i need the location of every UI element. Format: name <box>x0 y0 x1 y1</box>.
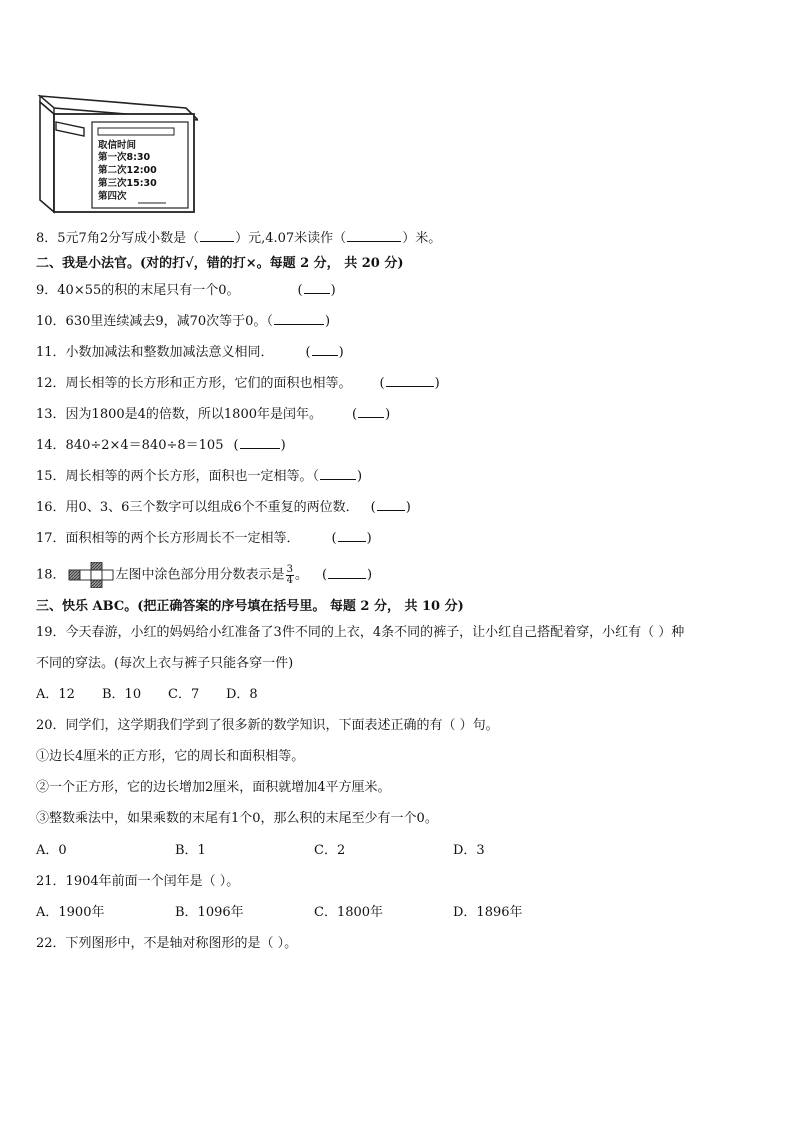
fraction-denominator: 4 <box>286 574 293 586</box>
answer-blank[interactable] <box>347 229 401 242</box>
option-c[interactable]: C．1800年 <box>314 905 384 920</box>
fraction <box>286 565 294 586</box>
question-text: 5元7角2分写成小数是（ <box>57 231 200 246</box>
question-text: 10．630里连续减去9，减70次等于0。（ <box>36 314 273 329</box>
option-a[interactable]: A．12 <box>36 687 75 702</box>
question-number: 18． <box>36 567 66 583</box>
option-c[interactable]: C．7 <box>168 687 200 702</box>
option-d[interactable]: D．8 <box>226 687 258 702</box>
option-b[interactable]: B．1096年 <box>175 905 244 920</box>
question-number: 8． <box>36 231 58 246</box>
question-text: 12．周长相等的长方形和正方形，它们的面积也相等。 <box>36 376 352 391</box>
question-text: 9．40×55的积的末尾只有一个0。 <box>36 283 240 298</box>
question-18: 18． 左图中涂色部分用分数表示是 $\frac{3}{4}$ 。 ( ) <box>36 562 372 589</box>
question-text: 15．周长相等的两个长方形，面积也一定相等。（ <box>36 469 320 484</box>
question-16: 16．用0、3、6三个数字可以组成6个不重复的两位数． ( ) <box>36 500 411 515</box>
mailbox-row: 第三次15:30 <box>98 178 157 189</box>
question-text: 左图中涂色部分用分数表示是 <box>115 567 285 583</box>
question-19-line2: 不同的穿法。(每次上衣与裤子只能各穿一件) <box>36 656 294 671</box>
option-b[interactable]: B．10 <box>102 687 142 702</box>
question-21-stem: 21．1904年前面一个闰年是（ ）。 <box>36 874 240 889</box>
question-22-stem: 22．下列图形中，不是轴对称图形的是（ ）。 <box>36 936 298 951</box>
option-c[interactable]: C．2 <box>314 843 346 858</box>
fraction-numerator: 3 <box>286 563 293 575</box>
answer-blank[interactable] <box>274 312 324 325</box>
answer-blank[interactable] <box>200 229 234 242</box>
mailbox-row: 第四次 <box>98 191 127 202</box>
mailbox-row: 第一次8:30 <box>98 152 151 163</box>
question-text: 16．用0、3、6三个数字可以组成6个不重复的两位数． <box>36 500 359 515</box>
question-20-options <box>36 842 485 860</box>
answer-blank[interactable] <box>358 405 384 418</box>
answer-blank[interactable] <box>386 374 434 387</box>
option-d[interactable]: D．1896年 <box>453 905 523 920</box>
question-10: 10．630里连续减去9，减70次等于0。（ ) <box>36 314 331 329</box>
answer-blank[interactable] <box>304 281 330 294</box>
shaded-grid-figure <box>68 562 114 588</box>
question-text: 14．840÷2×4＝840÷8＝105 <box>36 438 224 453</box>
question-text: 。 <box>294 567 308 583</box>
question-text: 13．因为1800是4的倍数，所以1800年是闰年。 <box>36 407 322 422</box>
answer-blank[interactable] <box>377 498 405 511</box>
option-b[interactable]: B．1 <box>175 843 206 858</box>
question-17: 17．面积相等的两个长方形周长不一定相等． ( ) <box>36 531 372 546</box>
mailbox-title: 取信时间 <box>98 140 137 151</box>
answer-blank[interactable] <box>320 467 356 480</box>
mailbox-figure <box>36 88 198 214</box>
statement-1: ①边长4厘米的正方形，它的周长和面积相等。 <box>36 749 305 764</box>
option-a[interactable]: A．0 <box>36 843 67 858</box>
question-13: 13．因为1800是4的倍数，所以1800年是闰年。 ( ) <box>36 407 391 422</box>
statement-3: ③整数乘法中，如果乘数的末尾有1个0，那么积的末尾至少有一个0。 <box>36 811 438 826</box>
answer-blank[interactable] <box>338 529 366 542</box>
question-9: 9．40×55的积的末尾只有一个0。 ( ) <box>36 283 336 298</box>
question-19-line1: 19．今天春游，小红的妈妈给小红准备了3件不同的上衣，4条不同的裤子，让小红自己搭配着穿，小红有（ ）种 <box>36 625 685 640</box>
question-text: 11．小数加减法和整数加减法意义相同． <box>36 345 274 360</box>
question-21-options <box>36 904 523 922</box>
statement-2: ②一个正方形，它的边长增加2厘米，面积就增加4平方厘米。 <box>36 780 391 795</box>
question-20-stem: 20．同学们，这学期我们学到了很多新的数学知识，下面表述正确的有（ ）句。 <box>36 718 499 733</box>
option-a[interactable]: A．1900年 <box>36 905 105 920</box>
section-2-heading: 二、我是小法官。(对的打√，错的打×。每题 2 分， 共 20 分) <box>36 256 404 271</box>
question-text: 17．面积相等的两个长方形周长不一定相等． <box>36 531 300 546</box>
question-text: ）米。 <box>402 231 442 246</box>
question-19-options <box>36 686 258 704</box>
question-11: 11．小数加减法和整数加减法意义相同． ( ) <box>36 345 344 360</box>
answer-blank[interactable] <box>328 566 366 579</box>
mailbox-row: 第二次12:00 <box>98 165 157 176</box>
question-12: 12．周长相等的长方形和正方形，它们的面积也相等。 ( ) <box>36 376 440 391</box>
answer-blank[interactable] <box>240 436 280 449</box>
question-text: ）元,4.07米读作（ <box>235 231 347 246</box>
answer-blank[interactable] <box>312 343 338 356</box>
section-3-heading: 三、快乐 ABC。(把正确答案的序号填在括号里。 每题 2 分， 共 10 分) <box>36 599 464 614</box>
question-14: 14．840÷2×4＝840÷8＝105 ( ) <box>36 438 286 453</box>
option-d[interactable]: D．3 <box>453 843 485 858</box>
question-8 <box>36 229 441 248</box>
question-15: 15．周长相等的两个长方形，面积也一定相等。（ ) <box>36 469 363 484</box>
